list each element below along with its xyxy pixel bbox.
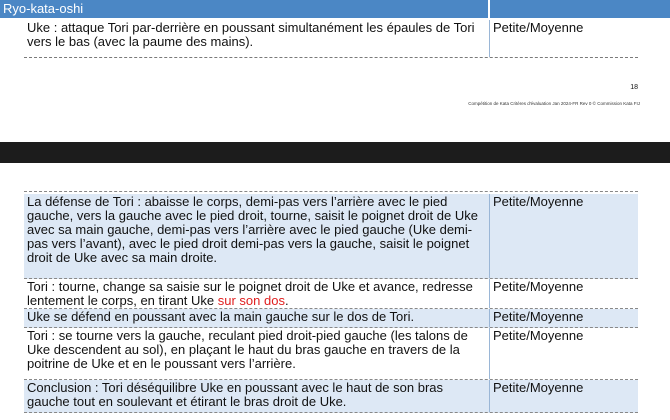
top-table-row: [24, 20, 638, 58]
section-title: Ryo-kata-oshi: [0, 0, 488, 18]
row-description-highlight: sur son dos: [217, 293, 285, 308]
section-header-side: [490, 0, 670, 18]
footer-text: Compétition de Kata Critères d'évaluation Jan 2024-FR Rev 0 © Commission Kata FIJ: [468, 101, 640, 106]
page-number: 18: [630, 84, 638, 91]
top-row-description: Uke : attaque Tori par-derrière en poussant simultanément les épaules de Tori vers le bas (avec la paume des mains).: [27, 20, 475, 49]
table-top-separator: [24, 191, 638, 192]
row-description: Tori : se tourne vers la gauche, reculant pied droit-pied gauche (les talons de Uke descendent au sol), en plaçant le haut du bras gauche en travers de la poitrine de Uke et en le poussant vers l’arrière.: [27, 328, 468, 371]
top-row-level: Petite/Moyenne: [489, 20, 638, 57]
row-level: Petite/Moyenne: [489, 279, 638, 308]
row-description: Conclusion : Tori déséquilibre Uke en poussant avec le haut de son bras gauche tout en soulevant et étirant le bras droit de Uke.: [27, 380, 444, 409]
row-description: La défense de Tori : abaisse le corps, demi-pas vers l’arrière avec le pied gauche, vers la gauche avec le pied droit, tourne, saisit le poignet droit de Uke avec sa main gauche, demi-pas vers l’arrière avec le pied gauche (Uke demi-pas vers l’avant), avec le pied droit demi-pas vers la gauche, saisit le poignet droit de Uke avec sa main droite.: [27, 194, 478, 265]
row-description: Uke se défend en poussant avec la main gauche sur le dos de Tori.: [27, 309, 415, 324]
table-row: [24, 380, 638, 413]
row-level: Petite/Moyenne: [489, 309, 638, 327]
row-level: Petite/Moyenne: [489, 194, 638, 278]
row-level: Petite/Moyenne: [489, 380, 638, 412]
page-break-band: [0, 142, 670, 163]
table-row: [24, 194, 638, 279]
row-description-suffix: .: [284, 293, 289, 308]
table-row: [24, 328, 638, 380]
row-description: [24, 279, 489, 308]
table-row: [24, 309, 638, 328]
table-row: [24, 279, 638, 309]
criteria-table: [24, 194, 638, 413]
row-level: Petite/Moyenne: [489, 328, 638, 379]
section-header: [0, 0, 670, 18]
row-description-text: Tori : tourne, change sa saisie sur le poignet droit de Uke et avance, redresse lentement le corps, en tirant Uke: [27, 279, 473, 308]
